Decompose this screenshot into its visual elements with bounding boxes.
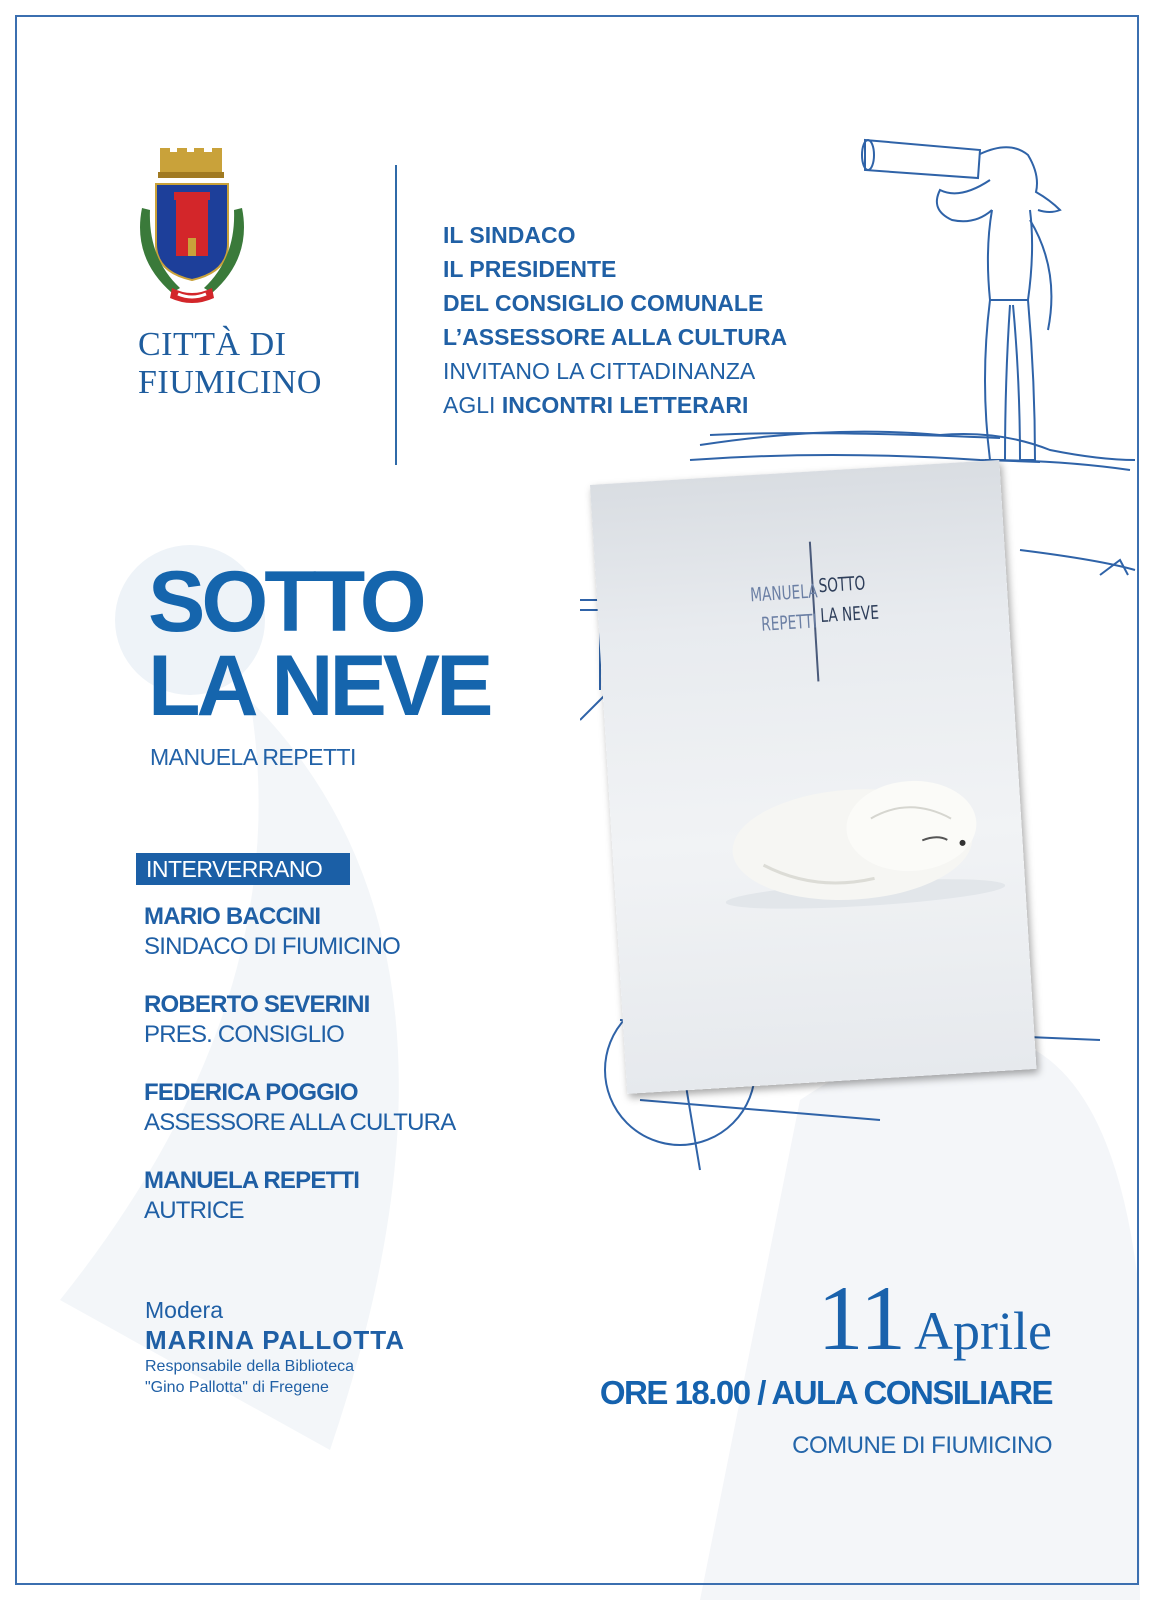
- cover-title: [818, 568, 880, 631]
- cover-author-line2: REPETTI: [760, 610, 818, 636]
- city-name-line2: FIUMICINO: [138, 364, 322, 401]
- book-title: [148, 554, 490, 734]
- speaker-1-name: MARIO BACCINI: [144, 903, 321, 930]
- book-cover: [590, 460, 1036, 1094]
- speaker-2: [144, 990, 369, 1050]
- cover-author: [749, 576, 817, 640]
- speaker-4: [144, 1166, 359, 1226]
- cover-title-line1: SOTTO: [817, 572, 866, 598]
- invite-line-5: INVITANO LA CITTADINANZA: [443, 358, 756, 384]
- cover-title-line2: LA NEVE: [819, 601, 880, 628]
- moderator-block: [145, 1296, 405, 1398]
- speaker-4-name: MANUELA REPETTI: [144, 1167, 360, 1194]
- moderator-desc-line1: Responsabile della Biblioteca: [145, 1358, 355, 1375]
- event-month: Aprile: [914, 1301, 1052, 1361]
- event-day: 11: [817, 1267, 907, 1369]
- book-title-line2: LA NEVE: [148, 638, 490, 734]
- event-date: [817, 1265, 1052, 1371]
- sleeping-fox-image: [717, 741, 1006, 918]
- speaker-4-role: AUTRICE: [144, 1197, 244, 1224]
- speaker-1-role: SINDACO DI FIUMICINO: [144, 933, 401, 960]
- speaker-1: [144, 902, 400, 962]
- moderator-desc-line2: "Gino Pallotta" di Fregene: [145, 1379, 329, 1396]
- book-title-line1: SOTTO: [148, 554, 423, 650]
- city-crest-icon: [132, 148, 252, 308]
- speaker-2-name: ROBERTO SEVERINI: [144, 991, 370, 1018]
- speakers-label: INTERVERRANO: [136, 853, 350, 885]
- speaker-3: [144, 1078, 455, 1138]
- city-name: [138, 326, 322, 402]
- speaker-3-role: ASSESSORE ALLA CULTURA: [144, 1109, 456, 1136]
- moderator-label: Modera: [145, 1297, 223, 1323]
- invite-line-2: IL PRESIDENTE: [443, 256, 617, 282]
- cover-author-line1: MANUELA: [749, 580, 819, 607]
- event-venue: COMUNE DI FIUMICINO: [792, 1432, 1052, 1459]
- city-name-line1: CITTÀ DI: [138, 326, 287, 363]
- invite-line-6-prefix: AGLI: [443, 392, 502, 418]
- speaker-2-role: PRES. CONSIGLIO: [144, 1021, 345, 1048]
- invite-line-4: L’ASSESSORE ALLA CULTURA: [443, 324, 788, 350]
- invite-line-1: IL SINDACO: [443, 222, 576, 248]
- speaker-3-name: FEDERICA POGGIO: [144, 1079, 358, 1106]
- moderator-name: MARINA PALLOTTA: [145, 1325, 406, 1355]
- header-divider: [395, 165, 397, 465]
- invite-line-3: DEL CONSIGLIO COMUNALE: [443, 290, 764, 316]
- event-time-place: ORE 18.00 / AULA CONSILIARE: [599, 1374, 1052, 1411]
- invite-line-6-bold: INCONTRI LETTERARI: [501, 392, 749, 418]
- book-author: MANUELA REPETTI: [150, 744, 356, 770]
